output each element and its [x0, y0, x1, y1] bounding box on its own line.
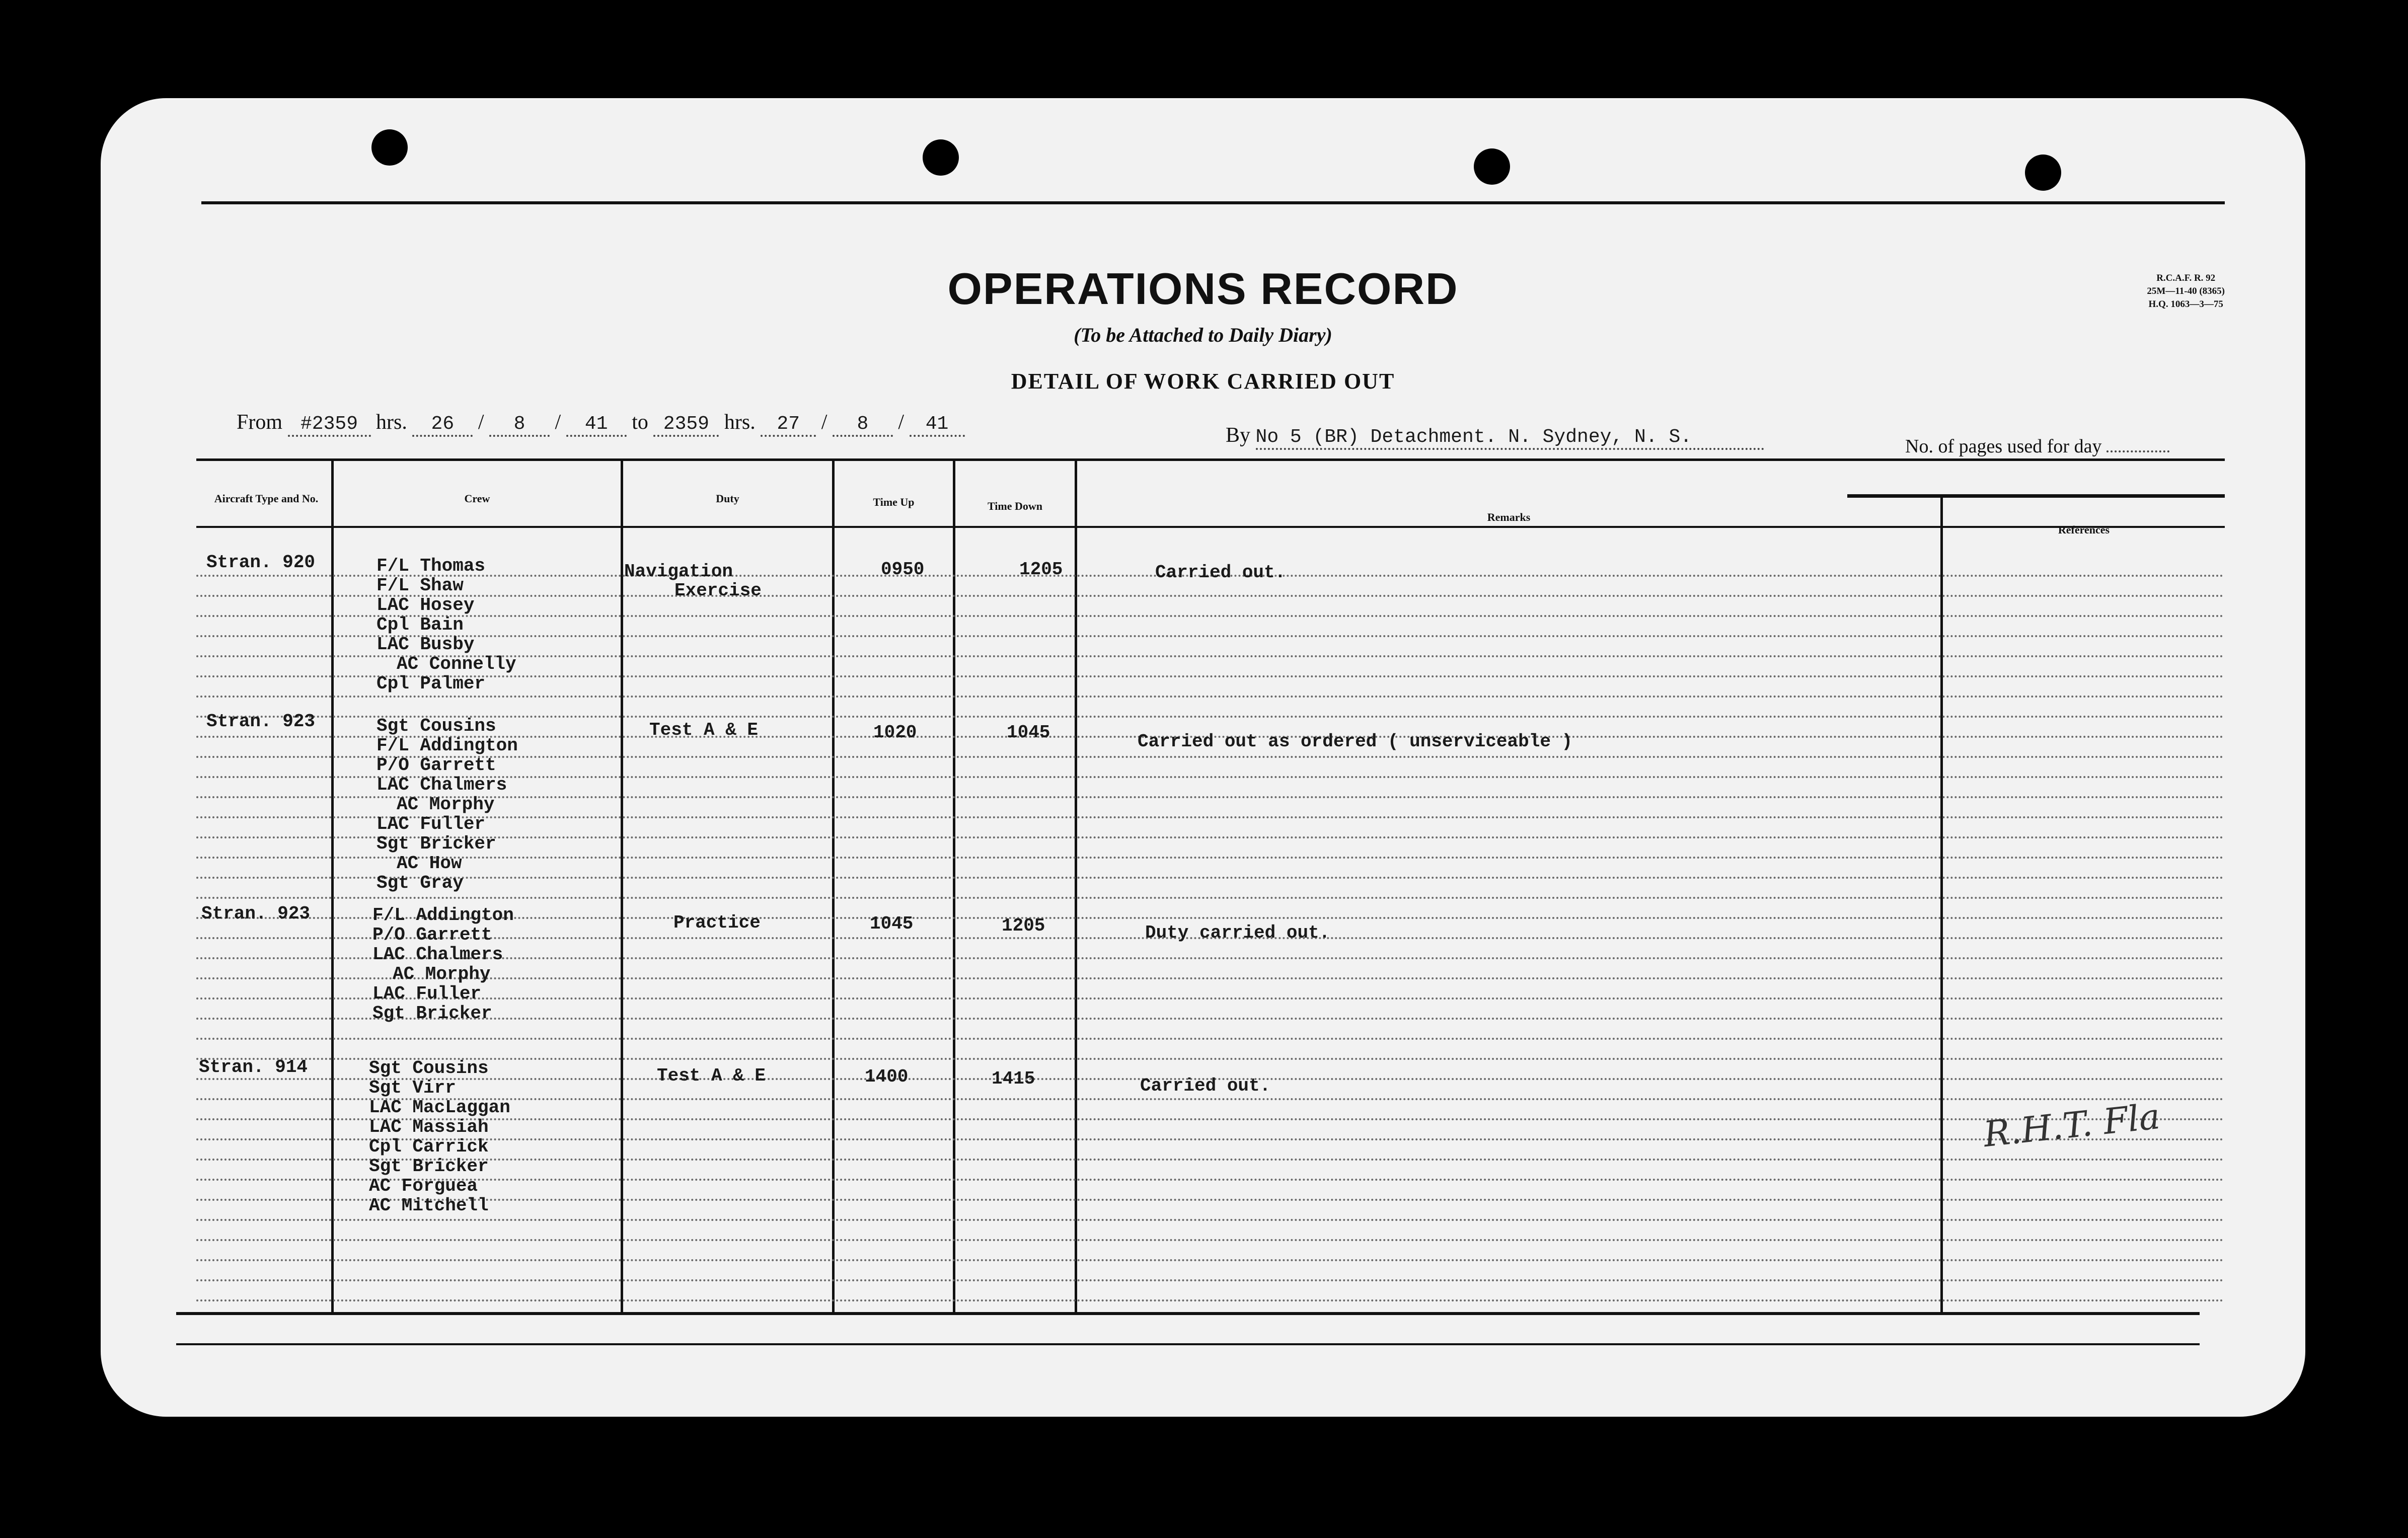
table-bottom-rule [176, 1312, 2200, 1315]
crew-list: Sgt Cousins Sgt Virr LAC MacLaggan LAC Massiah Cpl Carrick Sgt Bricker AC Forguea AC Mitchell [369, 1058, 510, 1216]
remarks-cell: Duty carried out. [1145, 922, 1330, 943]
remarks-cell: Carried out. [1140, 1075, 1271, 1096]
duty-cell: Practice [673, 912, 761, 933]
column-header-time-up: Time Up [873, 496, 915, 508]
column-divider [953, 459, 955, 1313]
duty-cell: Test A & E [657, 1065, 766, 1086]
from-month: 8 [489, 413, 550, 437]
top-rule [201, 201, 2225, 204]
form-reference: R.C.A.F. R. 92 25M—11-40 (8365) H.Q. 1063—3—75 [2147, 273, 2225, 310]
from-time: #2359 [288, 413, 371, 437]
crew-list: Sgt Cousins F/L Addington P/O Garrett LAC Chalmers AC Morphy LAC Fuller Sgt Bricker AC How Sgt Gray [377, 716, 518, 893]
column-header-crew: Crew [464, 492, 490, 505]
time-down-cell: 1045 [1007, 722, 1050, 743]
column-divider [832, 459, 835, 1313]
aircraft-cell: Stran. 914 [199, 1057, 308, 1078]
time-down-cell: 1415 [992, 1068, 1035, 1089]
column-header-time-down: Time Down [988, 500, 1042, 512]
operations-record-card [101, 98, 2305, 1417]
time-down-cell: 1205 [1002, 915, 1045, 936]
duty-cell-continued: Exercise [674, 580, 762, 601]
period-line: From #2359 hrs. 26 / 8 / 41 to 2359 hrs. 27 / 8 / 41 [237, 410, 965, 437]
column-divider [1075, 459, 1077, 1313]
document-title: OPERATIONS RECORD [947, 264, 1459, 314]
time-down-cell: 1205 [1019, 559, 1063, 580]
unit-name: No 5 (BR) Detachment. N. Sydney, N. S. [1256, 426, 1764, 450]
column-header-references: References [2058, 523, 2110, 536]
duty-cell: Test A & E [649, 720, 759, 740]
aircraft-cell: Stran. 920 [206, 552, 316, 573]
column-divider [331, 459, 334, 1313]
to-year: 41 [910, 413, 965, 437]
time-up-cell: 1400 [865, 1066, 909, 1087]
punch-hole [2025, 155, 2061, 191]
column-divider [621, 459, 623, 1313]
crew-list: F/L Addington P/O Garrett LAC Chalmers AC Morphy LAC Fuller Sgt Bricker [372, 905, 514, 1024]
punch-hole [371, 129, 408, 166]
time-up-cell: 1045 [870, 913, 914, 934]
table-top-rule-2 [1847, 494, 2225, 498]
aircraft-cell: Stran. 923 [206, 711, 316, 732]
aircraft-cell: Stran. 923 [201, 903, 311, 924]
time-up-cell: 0950 [881, 559, 925, 580]
duty-cell: Navigation [624, 561, 733, 582]
time-up-cell: 1020 [873, 722, 917, 743]
punch-hole [923, 139, 959, 176]
crew-list: F/L Thomas F/L Shaw LAC Hosey Cpl Bain LAC Busby AC Connelly Cpl Palmer [377, 556, 516, 694]
remarks-cell: Carried out. [1155, 562, 1286, 583]
unit-line: By No 5 (BR) Detachment. N. Sydney, N. S. [1226, 423, 1764, 450]
from-day: 26 [412, 413, 473, 437]
column-header-remarks: Remarks [1487, 511, 1531, 523]
to-month: 8 [833, 413, 893, 437]
column-header-duty: Duty [716, 492, 739, 505]
to-day: 27 [761, 413, 816, 437]
table-bottom-rule-2 [176, 1343, 2200, 1345]
column-header-aircraft: Aircraft Type and No. [214, 492, 319, 505]
remarks-cell: Carried out as ordered ( unserviceable ) [1138, 731, 1573, 752]
column-divider [1940, 496, 1943, 1313]
pages-used: No. of pages used for day [1905, 435, 2169, 457]
document-subtitle: (To be Attached to Daily Diary) [1074, 324, 1332, 346]
table-top-rule [196, 458, 2225, 461]
signature: R.H.T. Fla [1981, 1095, 2162, 1156]
header-bottom-rule [196, 526, 2225, 528]
detail-heading: DETAIL OF WORK CARRIED OUT [1011, 369, 1395, 394]
from-year: 41 [566, 413, 627, 437]
to-time: 2359 [653, 413, 719, 437]
punch-hole [1474, 148, 1510, 185]
